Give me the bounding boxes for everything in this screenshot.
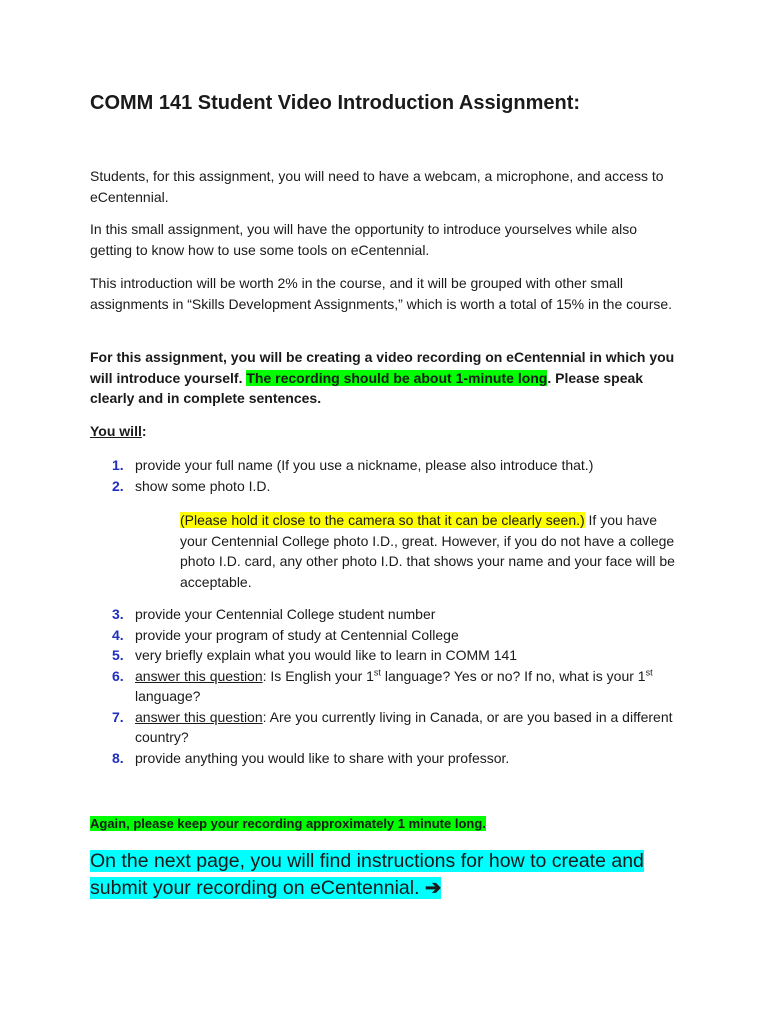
list-number: 2. [112,477,124,494]
instructions-paragraph [90,347,680,409]
you-will-colon: : [141,423,147,439]
intro-paragraph-grading: This introduction will be worth 2% in the course, and it will be grouped with other small assignments in “Skills Development Assignments,” which is worth a total of 15% in the course. [90,275,673,312]
next-page-note [90,848,690,902]
you-will-label: You will [90,423,142,439]
list-number: 1. [112,457,124,473]
task-list-part-2 [90,604,690,768]
list-item-text: show some photo I.D. [135,477,271,494]
list-number: 3. [112,606,124,622]
list-number: 8. [112,749,124,766]
list-item-text: : Is English your 1 [262,667,374,684]
list-item-text: provide anything you would like to share with your professor. [135,749,510,766]
next-page-highlight [90,850,644,899]
intro-paragraph-purpose: In this small assignment, you will have the opportunity to introduce yourselves while also getting to know how to use some tools on eCentennial. [90,221,638,258]
list-number: 4. [112,626,124,643]
list-item-text: : Are you currently living in Canada, or are you based in a different country? [135,708,673,745]
answer-this-question-label: answer this question [135,667,263,684]
instructions-text-1: For this assignment, you will be creating a video recording on eCentennial in which you will introduce yourself. [90,349,675,386]
you-will-heading [90,423,147,439]
list-item-text: language? [135,688,201,704]
list-item-text: provide your Centennial College student number [135,606,436,622]
superscript-st: st [373,666,381,677]
recording-length-highlight: The recording should be about 1-minute long [246,369,548,386]
photo-id-note-text: If you have your Centennial College photo I.D., great. However, if you do not have a college photo I.D. card, any other photo I.D. that shows your name and your face will be acceptable. [180,512,675,590]
list-item [90,748,690,769]
list-item [90,476,690,497]
list-item-text: language? Yes or no? If no, what is your 1 [380,667,646,684]
list-number: 6. [112,667,124,684]
page-title: COMM 141 Student Video Introduction Assignment: [90,92,581,114]
list-item [90,455,690,476]
instructions-text-2: . Please speak clearly and in complete sentences. [90,369,644,406]
next-page-text: On the next page, you will find instructions for how to create and submit your recording on eCentennial. [90,850,644,899]
list-number: 7. [112,708,124,725]
reminder-highlight: Again, please keep your recording approximately 1 minute long. [90,816,486,831]
task-list-part-1 [90,455,690,496]
photo-id-highlight: (Please hold it close to the camera so that it can be clearly seen.) [180,512,585,528]
list-item-text: provide your full name (If you use a nickname, please also introduce that.) [135,457,594,473]
photo-id-note [180,510,680,592]
intro-paragraph-requirements: Students, for this assignment, you will need to have a webcam, a microphone, and access to eCentennial. [90,168,664,205]
list-item [90,645,690,666]
reminder-line [90,816,486,831]
list-item [90,666,690,707]
list-item [90,625,690,646]
list-number: 5. [112,647,124,663]
list-item [90,707,690,748]
superscript-st: st [645,666,653,677]
answer-this-question-label: answer this question [135,708,263,725]
list-item [90,604,690,625]
arrow-right-icon: ➔ [424,877,442,899]
list-item-text: provide your program of study at Centennial College [135,626,459,643]
list-item-text: very briefly explain what you would like to learn in COMM 141 [135,647,518,663]
